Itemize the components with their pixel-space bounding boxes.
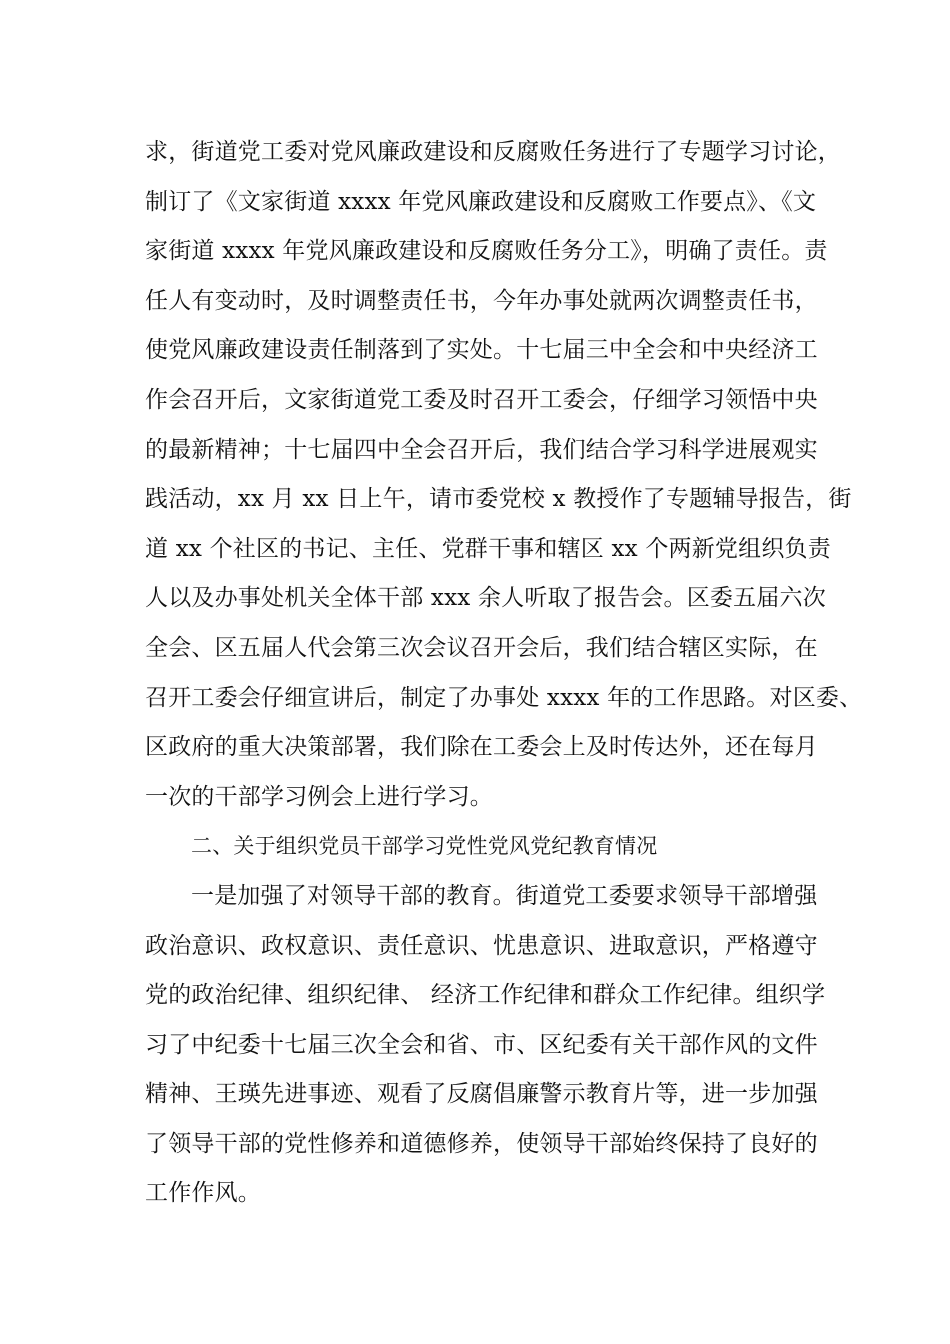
text-line: 任人有变动时，及时调整责任书，今年办事处就两次调整责任书， bbox=[145, 287, 818, 314]
text-line: 一次的干部学习例会上进行学习。 bbox=[145, 783, 493, 810]
section-heading: 二、关于组织党员干部学习党性党风党纪教育情况 bbox=[191, 834, 658, 859]
text-line: 精神、王瑛先进事迹、观看了反腐倡廉警示教育片等，进一步加强 bbox=[145, 1081, 818, 1108]
paragraph-first-line: 一是加强了对领导干部的教育。街道党工委要求领导干部增强 bbox=[191, 882, 818, 909]
text-line: 人以及办事处机关全体干部 xxx 余人听取了报告会。区委五届六次 bbox=[145, 585, 826, 612]
text-line: 家街道 xxxx 年党风廉政建设和反腐败任务分工》，明确了责任。责 bbox=[145, 238, 828, 265]
text-line: 制订了《文家街道 xxxx 年党风廉政建设和反腐败工作要点》、《文 bbox=[145, 188, 817, 215]
text-line: 了领导干部的党性修养和道德修养，使领导干部始终保持了良好的 bbox=[145, 1130, 818, 1157]
text-line: 道 xx 个社区的书记、主任、党群干事和辖区 xx 个两新党组织负责 bbox=[145, 535, 831, 562]
text-line: 的最新精神；十七届四中全会召开后，我们结合学习科学进展观实 bbox=[145, 436, 818, 463]
text-line: 政治意识、政权意识、责任意识、忧患意识、进取意识，严格遵守 bbox=[145, 932, 818, 959]
text-line: 召开工委会仔细宣讲后，制定了办事处 xxxx 年的工作思路。对区委、 bbox=[145, 684, 863, 711]
text-line: 区政府的重大决策部署，我们除在工委会上及时传达外，还在每月 bbox=[145, 734, 818, 761]
text-line: 全会、区五届人代会第三次会议召开会后，我们结合辖区实际，在 bbox=[145, 634, 818, 661]
text-line: 作会召开后，文家街道党工委及时召开工委会，仔细学习领悟中央 bbox=[145, 386, 818, 413]
text-line: 党的政治纪律、组织纪律、 经济工作纪律和群众工作纪律。组织学 bbox=[145, 982, 826, 1009]
document-body bbox=[145, 128, 863, 1219]
text-line: 习了中纪委十七届三次全会和省、市、区纪委有关干部作风的文件 bbox=[145, 1031, 818, 1058]
text-line: 工作作风。 bbox=[145, 1180, 261, 1207]
text-line: 践活动，xx 月 xx 日上午，请市委党校 x 教授作了专题辅导报告，街 bbox=[145, 486, 852, 513]
text-line: 使党风廉政建设责任制落到了实处。十七届三中全会和中央经济工 bbox=[145, 337, 818, 364]
text-line: 求，街道党工委对党风廉政建设和反腐败任务进行了专题学习讨论， bbox=[145, 139, 841, 165]
